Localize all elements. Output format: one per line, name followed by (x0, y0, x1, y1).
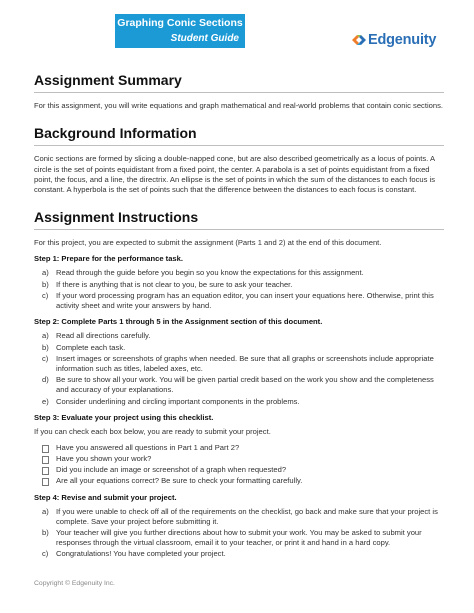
checklist-item[interactable]: Did you include an image or screenshot of a graph when requested? (34, 465, 444, 475)
assignment-instructions-heading: Assignment Instructions (34, 209, 444, 230)
list-item: b) Complete each task. (42, 342, 126, 352)
background-information-text: Conic sections are formed by slicing a double-napped cone, but are also described geometrically as a locus of points. A circle is the set of points equidistant from a fixed point, the center. A parabola is a set of points equidistant from a fixed point, the focus, and a line, the directrix. An ellipse is the set of points in which the sum of the distances to each focus is constant. A hyperbola is the set of points such that the difference between the distances to each focus is constant. (34, 154, 436, 195)
list-item: e) Consider underlining and circling important components in the problems. (42, 396, 300, 406)
checkbox-icon[interactable] (42, 478, 49, 486)
instructions-intro: For this project, you are expected to submit the assignment (Parts 1 and 2) at the end of this document. (34, 238, 382, 248)
checkbox-icon[interactable] (42, 456, 49, 464)
step-2-title: Step 2: Complete Parts 1 through 5 in the Assignment section of this document. (34, 317, 323, 327)
page-header (0, 0, 474, 58)
logo-text: Edgenuity (368, 32, 437, 48)
checklist-item[interactable]: Have you shown your work? (34, 454, 444, 464)
assignment-summary-heading: Assignment Summary (34, 72, 444, 93)
step-3-title: Step 3: Evaluate your project using this checklist. (34, 412, 214, 422)
step-1-title: Step 1: Prepare for the performance task. (34, 254, 183, 264)
list-item: c) Insert images or screenshots of graphs when needed. Be sure that all graphs or screenshots include appropriate information such as titles, labeled axes, etc. (42, 353, 434, 373)
list-item: c) Congratulations! You have completed your project. (42, 549, 226, 559)
step-1-list (34, 268, 444, 311)
step-2-list (34, 331, 444, 406)
document-subtitle: Student Guide (170, 33, 239, 44)
checklist (34, 443, 444, 487)
list-item: a) If you were unable to check off all of the requirements on the checklist, go back and make sure that your project is complete. Save your project before submitting it. (42, 506, 438, 526)
checklist-item[interactable]: Have you answered all questions in Part 1 and Part 2? (34, 443, 444, 453)
checkbox-icon[interactable] (42, 467, 49, 475)
list-item: a) Read through the guide before you begin so you know the expectations for this assignment. (42, 268, 364, 278)
checklist-intro: If you can check each box below, you are ready to submit your project. (34, 426, 271, 436)
copyright-footer: Copyright © Edgenuity Inc. (34, 580, 115, 587)
step-4-list (34, 507, 444, 560)
title-banner (115, 14, 245, 48)
assignment-summary-text: For this assignment, you will write equations and graph mathematical and real-world problems that contain conic sections. (34, 101, 443, 110)
edgenuity-logo (352, 30, 436, 50)
list-item: b) Your teacher will give you further directions about how to submit your work. You may be asked to submit your responses through the virtual classroom, email it to your teacher, or print it and hand in a hard copy. (42, 527, 422, 548)
list-item: a) Read all directions carefully. (42, 331, 151, 341)
list-item: b) If there is anything that is not clear to you, be sure to ask your teacher. (42, 279, 293, 289)
edgenuity-logo-icon (352, 33, 366, 47)
checklist-item[interactable]: Are all your equations correct? Be sure to check your formatting carefully. (34, 476, 444, 486)
document-title: Graphing Conic Sections (117, 17, 243, 29)
document-body (34, 72, 444, 566)
list-item: d) Be sure to show all your work. You will be given partial credit based on the work you show and the completeness and accuracy of your explanations. (42, 375, 434, 395)
checkbox-icon[interactable] (42, 445, 49, 453)
background-information-heading: Background Information (34, 125, 444, 146)
step-4-title: Step 4: Revise and submit your project. (34, 492, 177, 502)
list-item: c) If your word processing program has an equation editor, you can insert your equations here. Otherwise, print this activity sheet and write your answers by hand. (42, 290, 434, 311)
